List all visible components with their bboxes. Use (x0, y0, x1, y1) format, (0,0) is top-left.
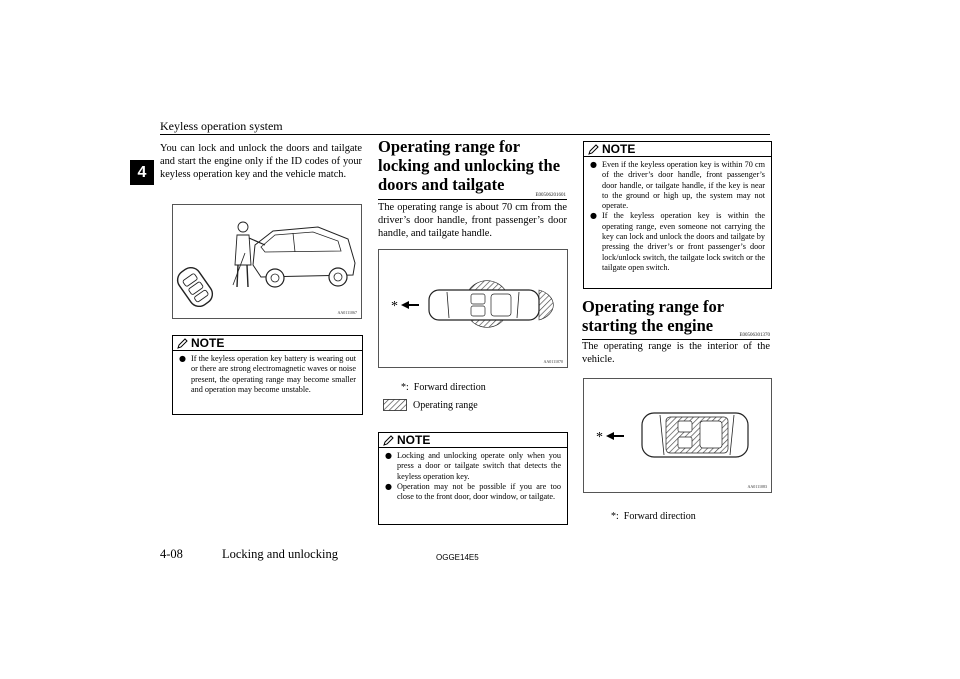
document-code: OGGE14E5 (436, 553, 479, 562)
section-heading: Operating range for locking and unlocking the doors and tailgate (378, 137, 561, 194)
lock-range-diagram (379, 250, 567, 367)
figure-lock-range (378, 249, 568, 368)
section-heading: Operating range for starting the engine (582, 297, 724, 335)
section-code: E00506301370 (739, 333, 770, 338)
note-label: NOTE (602, 142, 636, 156)
note-header (584, 142, 771, 157)
section-paragraph: The operating range is about 70 cm from the driver’s door handle, front passenger’s door handle, and tailgate handle. (378, 202, 567, 239)
chapter-tab: 4 (130, 160, 154, 185)
figure-start-range (583, 378, 772, 493)
section-code: E00506201601 (535, 193, 566, 198)
section-name: Locking and unlocking (222, 547, 338, 561)
note-label: NOTE (191, 336, 225, 350)
bullet-icon: ● (590, 211, 597, 221)
heading-rule (378, 199, 567, 200)
section-paragraph: The operating range is the interior of the vehicle. (582, 341, 770, 365)
page-number: 4-08 (160, 547, 183, 561)
bullet-icon: ● (385, 451, 392, 460)
note-pencil-icon (383, 435, 394, 446)
forward-star: * (391, 299, 398, 314)
note-item: ● Operation may not be possible if you are too close to the front door, door window, or tailgate. (385, 481, 561, 502)
bullet-icon: ● (385, 481, 392, 491)
legend-text: Forward direction (623, 511, 696, 522)
note-pencil-icon (177, 338, 188, 349)
note-header (379, 433, 567, 448)
hatch-swatch-icon (383, 399, 407, 411)
range-tailgate (539, 290, 553, 320)
legend-text: Forward direction (413, 382, 486, 393)
bullet-icon: ● (590, 160, 597, 169)
forward-star: * (596, 430, 603, 445)
note-header (173, 336, 362, 351)
note-label: NOTE (397, 433, 431, 447)
note-box (378, 432, 568, 525)
legend-symbol: *: (611, 511, 619, 522)
note-pencil-icon (588, 144, 599, 155)
legend-operating-range (383, 399, 573, 411)
note-item: ● If the keyless operation key battery is wearing out or there are strong electromagnetic waves or noise present, the operating range may become smaller and operation may become unstable. (179, 354, 356, 394)
legend-symbol: *: (401, 382, 409, 393)
start-range-diagram (584, 379, 771, 492)
header-rule (160, 134, 770, 135)
figure-key-at-car (172, 204, 362, 319)
note-item: ● If the keyless operation key is within the operating range, even someone not carrying the key can lock and unlock the doors and tailgate by pressing the driver’s or front passenger’s door lock/unlock switch, the tailgate lock switch or the tailgate open switch. (590, 211, 765, 272)
intro-paragraph: You can lock and unlock the doors and tailgate and start the engine only if the ID codes of your keyless operation key and the vehicle match. (160, 143, 362, 180)
note-item: ● Locking and unlocking operate only when you press a door or tailgate switch that detects the keyless operation key. (385, 451, 561, 481)
range-front-passenger (469, 281, 505, 290)
bullet-icon: ● (179, 354, 186, 363)
note-item: ● Even if the keyless operation key is within 70 cm of the driver’s door handle, front passenger’s door handle, or tailgate handle, if the key is near to the ground or high up, the system may not operate. (590, 160, 765, 211)
note-box (172, 335, 363, 415)
figure-code: AA0111070 (543, 359, 563, 364)
legend-forward (401, 382, 571, 393)
figure-code: AA0111083 (747, 484, 767, 489)
legend-forward (611, 511, 771, 522)
running-header: Keyless operation system (160, 119, 283, 133)
note-box (583, 141, 772, 289)
figure-code: AA0111067 (337, 310, 357, 315)
car-door-illustration (173, 205, 361, 318)
legend-text: Operating range (413, 399, 478, 411)
